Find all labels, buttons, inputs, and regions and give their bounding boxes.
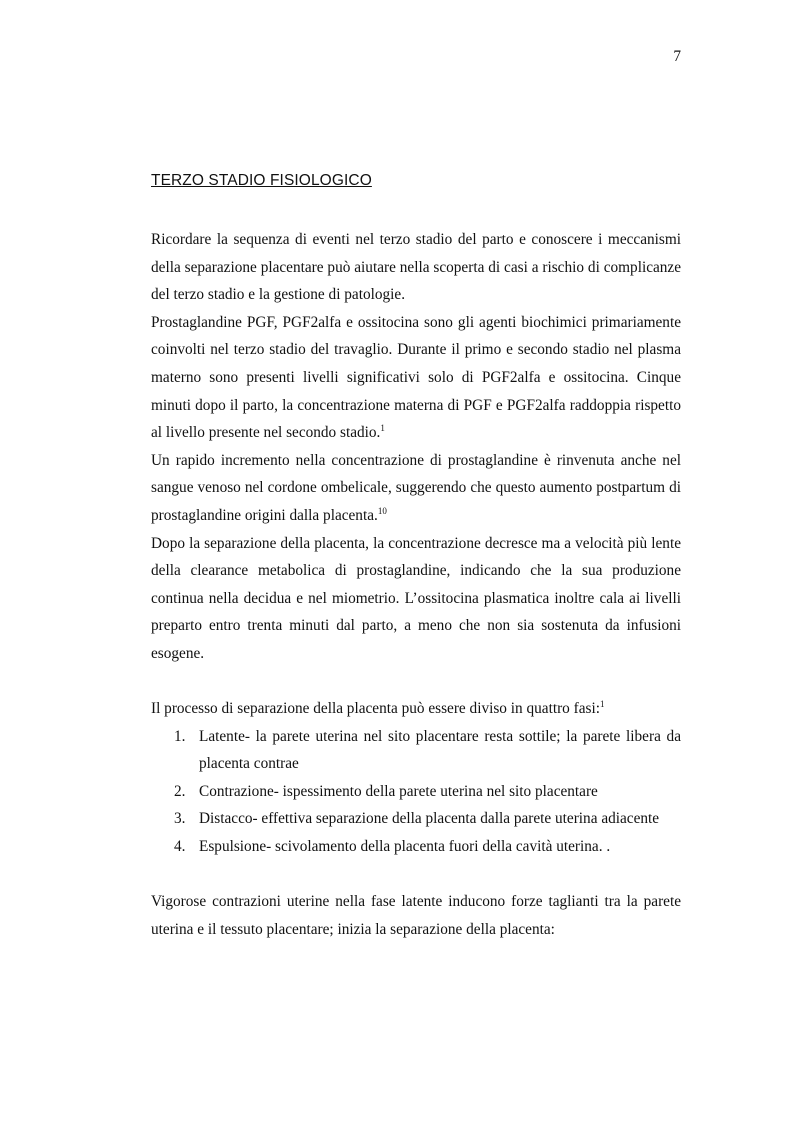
footnote-ref: 1 bbox=[599, 699, 605, 710]
paragraph-intro-text: Ricordare la sequenza di eventi nel terzo stadio del parto e conoscere i meccanismi della separazione placentare può aiutare nella scoperta di casi a rischio di complicanze del terzo stadio e la gestione di patologie. bbox=[151, 231, 681, 304]
list-item-text: Latente- la parete uterina nel sito placentare resta sottile; la parete libera da placenta contrae bbox=[199, 727, 681, 773]
paragraph-latent-phase bbox=[151, 888, 681, 943]
paragraph-biochemical-agents bbox=[151, 309, 681, 447]
paragraph-spacer bbox=[151, 668, 681, 696]
phases-list bbox=[151, 723, 681, 861]
footnote-ref: 1 bbox=[380, 423, 385, 434]
paragraph-biochemical-agents-text: Prostaglandine PGF, PGF2alfa e ossitocina sono gli agenti biochimici primariamente coinvolti nel terzo stadio del travaglio. Durante il primo e secondo stadio nel plasma materno sono presenti livelli significativi solo di PGF2alfa e ossitocina. Cinque minuti dopo il parto, la concentrazione materna di PGF e PGF2alfa raddoppia rispetto al livello presente nel secondo stadio. bbox=[151, 313, 681, 442]
list-item bbox=[151, 778, 681, 806]
list-item-text: Contrazione- ispessimento della parete uterina nel sito placentare bbox=[199, 782, 598, 800]
list-item bbox=[151, 805, 681, 833]
document-body bbox=[151, 226, 681, 943]
footnote-ref: 10 bbox=[377, 505, 387, 516]
list-item-number: 1. bbox=[174, 727, 186, 745]
paragraph-phases-intro-text: Il processo di separazione della placenta può essere diviso in quattro fasi: bbox=[151, 700, 600, 718]
paragraph-intro bbox=[151, 226, 681, 309]
paragraph-prostaglandin-increase bbox=[151, 447, 681, 530]
page-number: 7 bbox=[673, 48, 681, 65]
list-item-number: 2. bbox=[174, 782, 186, 800]
paragraph-phases-intro bbox=[151, 695, 681, 723]
paragraph-after-separation-text: Dopo la separazione della placenta, la concentrazione decresce ma a velocità più lente della clearance metabolica di prostaglandine, indicando che la sua produzione continua nella decidua e nel miometrio. L’ossitocina plasmatica inoltre cala ai livelli preparto entro trenta minuti dal parto, a meno che non sia sostenuta da infusioni esogene. bbox=[151, 534, 681, 662]
paragraph-spacer bbox=[151, 861, 681, 889]
list-item-text: Distacco- effettiva separazione della placenta dalla parete uterina adiacente bbox=[199, 810, 660, 828]
paragraph-latent-phase-text: Vigorose contrazioni uterine nella fase latente inducono forze taglianti tra la parete uterina e il tessuto placentare; inizia la separazione della placenta: bbox=[151, 893, 681, 938]
paragraph-after-separation bbox=[151, 530, 681, 668]
list-item-number: 4. bbox=[174, 838, 186, 856]
list-item bbox=[151, 833, 681, 861]
list-item-number: 3. bbox=[174, 810, 186, 828]
list-item-text: Espulsione- scivolamento della placenta fuori della cavità uterina. . bbox=[199, 838, 611, 856]
section-title: TERZO STADIO FISIOLOGICO bbox=[151, 172, 372, 189]
paragraph-prostaglandin-increase-text: Un rapido incremento nella concentrazione di prostaglandine è rinvenuta anche nel sangue venoso nel cordone ombelicale, suggerendo che questo aumento postpartum di prostaglandine origini dalla placenta. bbox=[151, 451, 681, 524]
list-item bbox=[151, 723, 681, 778]
